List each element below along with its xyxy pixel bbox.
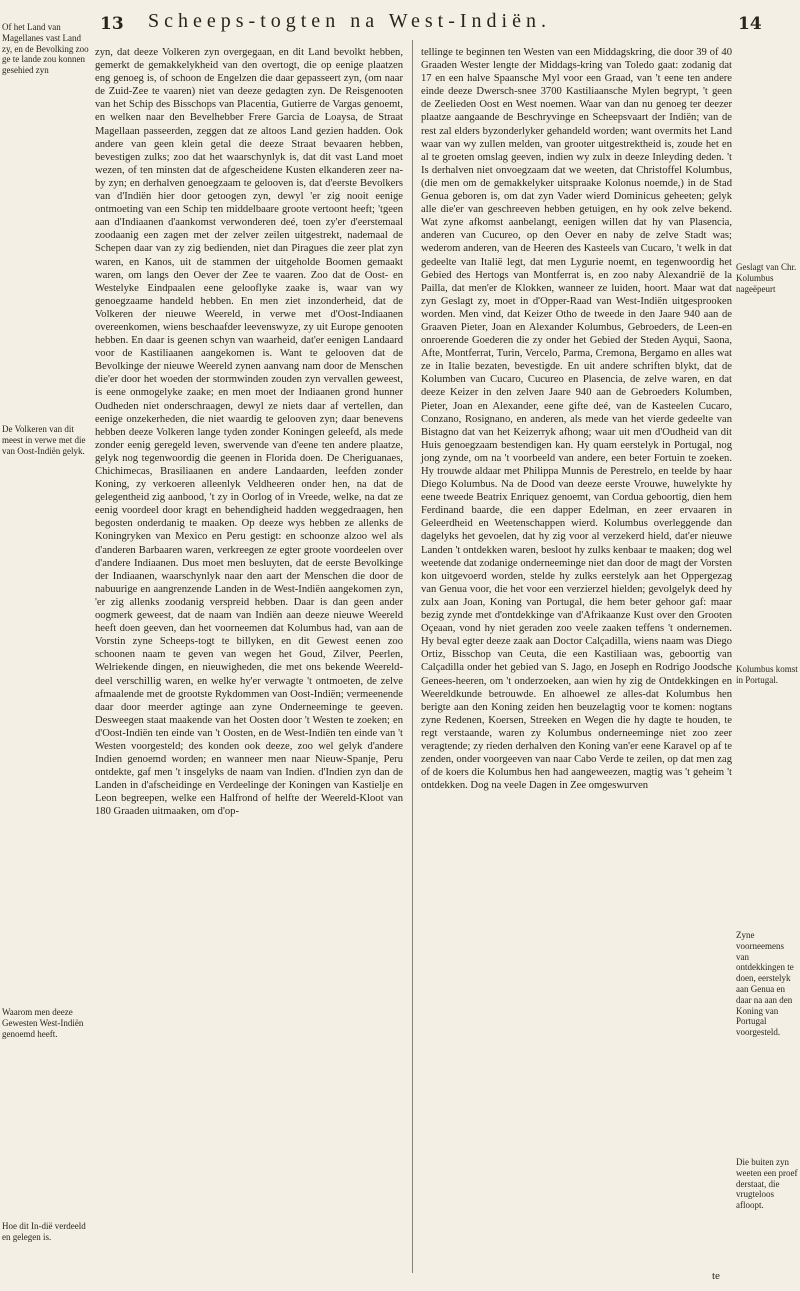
page-number-left: 13 (100, 14, 124, 34)
column-divider (412, 40, 413, 1273)
margin-note-right-4: Die buiten zyn weeten een proef derstaat, die vrugteloos afloopt. (736, 1157, 798, 1211)
page-number-right: 14 (738, 14, 762, 34)
margin-note-left-3: Waarom men deeze Gewesten West-Indiën genoemd heeft. (2, 1007, 84, 1039)
margin-note-left-4: Hoe dit In-dië verdeeld en gelegen is. (2, 1221, 86, 1242)
right-column-text: tellinge te beginnen ten Westen van een Middagskring, die door 39 of 40 Graaden Wester lengte der Middags-kring van Toledo gaat: zodanig dat 17 en een halve Spaansche Myl voor een Graad, van 't eene ten andere einde deeze Dwersch-snee 3700 Kastiliaansche Mylen begrypt, 't geen de Zeelieden Oost en West noemen. Waar van dan nu genoeg ter deezer plaatze aangaande de Beschryvinge en Scheepsvaart der Indiën; van de rest zal elders byzonderlyker gehandeld worden; want overmits het Land waar van wy zullen melden, van grooter uitgestrektheid is, zoude het en al te groeten omslag geeven, indien wy zulx in deeze Inleyding deden. 't Is derhalven niet onvoegzaam dat we weeten, dat Christoffel Kolumbus, (die men om de gemakkelyker uitspraake Kolonus noemde,) in de Stad Genua geboren is, om dat zyn Vader wierd Dominicus geheeten; gelyk alle die'er van geschreeven hebben getuigen, en hy ook zelve bekend. Wat zyne afkomst aanbelangt, eenigen willen dat hy van Plasencia, anderen van Cucureo, op den Oever en naby de zelve Stadt was; wederom anderen, van de Heeren des Kasteels van Cucaro, 't welk in dat gedeelte van Italië legt, dat men Lygurie noemt, en tegenwoordig het Gebied des Hertogs van Montferrat is, en zoo naby Alexandrië de la Pailla, dat men'er de Klokken, wanneer ze luiden, hoort. Maar wat dat zyn Geslagt zy, moet in d'Opper-Raad van West-Indiën uitgesprooken worden. Men vind, dat Keizer Otho de tweede in den Jaare 940 aan de Graaven Pieter, Joan en Alexander Kolumbus, Gebroeders, de Leen-en onroerende Goederen die zy onder het Gebied der Steden Ayqui, Saona, Afte, Montferrat, Turin, Vercelo, Parma, Cremona, Bergamo en alles wat ze in Italie bezaten, bevestigde. En uit andere schriften blykt, dat de Kolumben van Cucaro, Cucureo en Plasencia, de zelve waren, en dat deeze Keizer in den zelven Jaare 940 aan de Gebroeders Kolumben, Pieter, Joan en Alexander, eene gifte deé, van de Kasteelen Cucaro, Conzano, Rosignano, en anderen, als mede van het vierde gedeelte van Bistagno dat van het Keizerryk afhong; waar uit men d'Oudheid van dit Huis genoegzaam bestendigen kan. Hy quam eerstelyk in Portugal, nog jong zynde, om na 't voorbeeld van andere, een beter Fortuin te zoeken. Hy trouwde aldaar met Philippa Munnis de Perestrelo, en teelde by haar Diego Kolumbus. Na de Dood van deeze eerste Vrouwe, huwelykte hy eene tweede Beatrix Enriquez genoemt, van Cordua geboortig, dien hem Ferdinand baarde, die een dapper Edelman, en zeer ervaaren in Geleerdheid en Weetenschappen wierd. Kolumbus overleggende dan dagelyks het gevoelen, dat hy zig voor al verzekerd hield, dat'er nieuwe Landen 't ontdekken waren, besloot hy zulks kenbaar te maaken; dog wel weetende dat zodanige onderneeminge niet dan door de magt der Vorsten kon uitgevoerd worden, stelde hy zulks eerstelyk aan het Oppergezag van Genua voor, die het voor een verzierzel hielden; gevolgelyk deed hy zulx aan Joan, Koning van Portugal, die hem beter gehoor gaf: maar bezig zynde met d'ontdekkinge van d'Afrikaanze Kust over den Grooten Oçeaan, vond hy niet geraden zoo veele zaaken teffens 't ondernemen. Hy beval egter deeze zaak aan Doctor Calçadilla, wiens naam was Diego Ortiz, Bisschop van Ceuta, die een Kastiliaan was, geboortig van Calçadilla onder het gebied van S. Jago, en Joseph en Rodrigo Joodsche Genees-heeren, om 't onderzoeken, aan wien hy zig de Ontdekkingen en Weereldkunde betrouwde. En alhoewel ze alles-dat Kolumbus hen berigte aan den Koning zeiden hen beuzelagtig voor te komen: nogtans zyne Redenen, Koersen, Streeken en Wegen die hy dagte te houden, te regt verstaande, waren zy Kolumbus onderneeminge niet zoo zeer veragtende; zy rieden derhalven den Koning van'er eene Karavel op af te zenden, onder voorgeeven van naar Cabo Verde te zeilen, op dat men zag of de koers die Kolumbus hen had aangeweezen, magtig was 't geheim 't ontdekken. Dog na veele Dagen in Zee omgeswurven (421, 47, 732, 792)
left-column (95, 46, 403, 819)
margin-note-right-3: Zyne voorneemens van ontdekkingen te doen, eerstelyk aan Genua en daar na aan den Koning van Portugal voorgesteld. (736, 930, 794, 1038)
page-header (0, 8, 800, 46)
right-column (421, 46, 732, 792)
catchword: te (712, 1270, 720, 1282)
margin-note-left-2: De Volkeren van dit meest in verwe met die van Oost-Indiën gelyk. (2, 424, 86, 456)
left-column-text: zyn, dat deeze Volkeren zyn overgegaan, en dit Land bevolkt hebben, gemerkt de gemakkelykheid van den overtogt, die op eenige plaatzen eng genoeg is, of schoon de Engelzen die daar gepasseert zyn, (om naar de Zuid-Zee te vaaren) niet van deeze gedagten zyn. De Reisgenooten van het Schip des Bisschops van Placentia, Gutierre de Vargas genoemt, en welken naar den Bevelhebber Frere Garcia de Loaysa, de Straat Magellaan passeerden, zeggen dat ze altoos Land gezien hadden. Ook andere van geen klein getal die deeze Straat bevaaren hebben, bevestigen zulks; zoo dat het waarschynlyk is, dat dit vast Land moet wezen, of ten minsten dat de afgescheidene Kusten elkanderen zeer na-by zyn; en derhalven genoegzaam te gelooven is, dat d'eerste Bevolkers van d'Indiën hier door getoogen zyn, dewyl 'er zig nooit eenige ontmoeting van een Schip ten middelbaare groote vertoont heeft; 'tgeen aan d'Indiaanen d'aankomst verwonderen deé, toen zy'er d'eerstemaal zoodaanig een zagen met der zelver zeilen uitgestrekt, nademaal de Schepen daar van zy zig bedienden, niet dan Piragues die zeer plat zyn waren, en Kanos, uit de stammen der uitgeholde Boomen gemaakt waren, om langs den Oever der Zee te vaaren. Zoo dat de Oost- en Westelyke Eindpaalen eene gelooflyke zaake is, waar van wy genoegzaame handeld hebben. En men ziet inzonderheid, dat de Volkeren der nieuwe Weereld, in verwe met d'Oost-Indiaanen overeenkomen, wiens beschaafder leevenswyze, zy uit Europe genooten hebben. En daar is geenen schyn van waarheid, dat'er eenigen Landaard voor de Kastiliaanen aangekomen is. Want te gelooven dat de Bevolkinge der nieuwe Weereld zynen aanvang nam door de Menschen die'er door het woeden der stormwinden zouden zyn vervallen geweest, is eene onmogelyke zaake; en men moet der Indiaanen grond hunner Oudheden niet onderschraagen, dewyl ze niets daar af vertellen, dan eenige onzekerheden, die niet waardig te gelooven zyn; daar benevens hebben deeze Volkeren lange tyden zonder Koningen geleefd, als mede zonder eenig geregeld leven, swervende van d'eene ten andere plaatze, gelyk nog tegenwoordig die geenen in Florida doen. De Cheriguanaes, Chichimecas, Brasiliaanen en andere Landaarden, leefden zonder Koning, zy verkoeren alleenlyk Veldheeren onder hen, na dat de gelegentheid zig aanbood, 't zy in Oorlog of in Vreede, welke, na dat ze eenig voordeel door kragt en behendigheid hadden weggedraagen, hen begosten onderdanig te maaken. Op deeze wys hebben ze allenks de Koningryken van Mexico en Peru gestigt: en schoonze alzoo wel als d'anderen Barbaaren waren, verkreegen ze egter groote voordeelen over d'andere Indiaanen. Dus moet men besluyten, dat de eerste Bevolkinge der Indiaanen, waarschynlyk naar den aart der Menschen die door de nabuurige en aangrenzende Landen in de West-Indiën aangekomen zyn, 'er zig allenks zoodanig verspreid hebben. Daar is dan geen ander oogmerk geweest, dat de naam van Indiën aan deeze nieuwe Weereld heeft doen geeven, dan het voorneemen dat Kolumbus had, van aan de Vorstin zyne Scheeps-togt te billyken, en dit Gewest eenen zoo schoonen naam te geven van wegen het Goud, Zilver, Peerlen, Welriekende dingen, en nieuwigheden, die met ons bekende Weereld-deel verschillig waren, en welke hy'er verwagte 't ontmoeten, de zelve afmaalende met de grootste Rykdommen van Oost-Indiën; vermeenende daar door meerder agtinge aan zyne Onderneeminge te geeven. Desweegen staat maakende van het Oosten door 't Westen te zoeken; en d'Oost-Indiën ten einde van 't Oosten, en de West-Indiën ten einde van 't Westen voorgesteld; des konden ook deeze, zoo wel gelyk d'andere Indien genoemd worden; en wanneer men naar Nieuw-Spanje, Peru ontdekte, gaf men 't insgelyks de naam van Indien. d'Indien zyn dan de Landen in d'afscheidinge en Verdeelinge der Koningen van Kastielje en Leon begreepen, welke een Halfrond of helfte der Weereld-Kloot van 180 Graaden uitmaaken, om d'op- (95, 47, 403, 818)
running-title: Scheeps-togten na West-Indiën. (148, 10, 551, 32)
margin-note-right-1: Geslagt van Chr. Kolumbus nageëpeurt (736, 262, 797, 294)
margin-note-left-1: Of het Land van Magellanes vast Land zy, en de Bevolking zoo ge te lande zou konnen gesehied zyn (2, 22, 89, 76)
margin-note-right-2: Kolumbus komst in Portugal. (736, 664, 798, 685)
